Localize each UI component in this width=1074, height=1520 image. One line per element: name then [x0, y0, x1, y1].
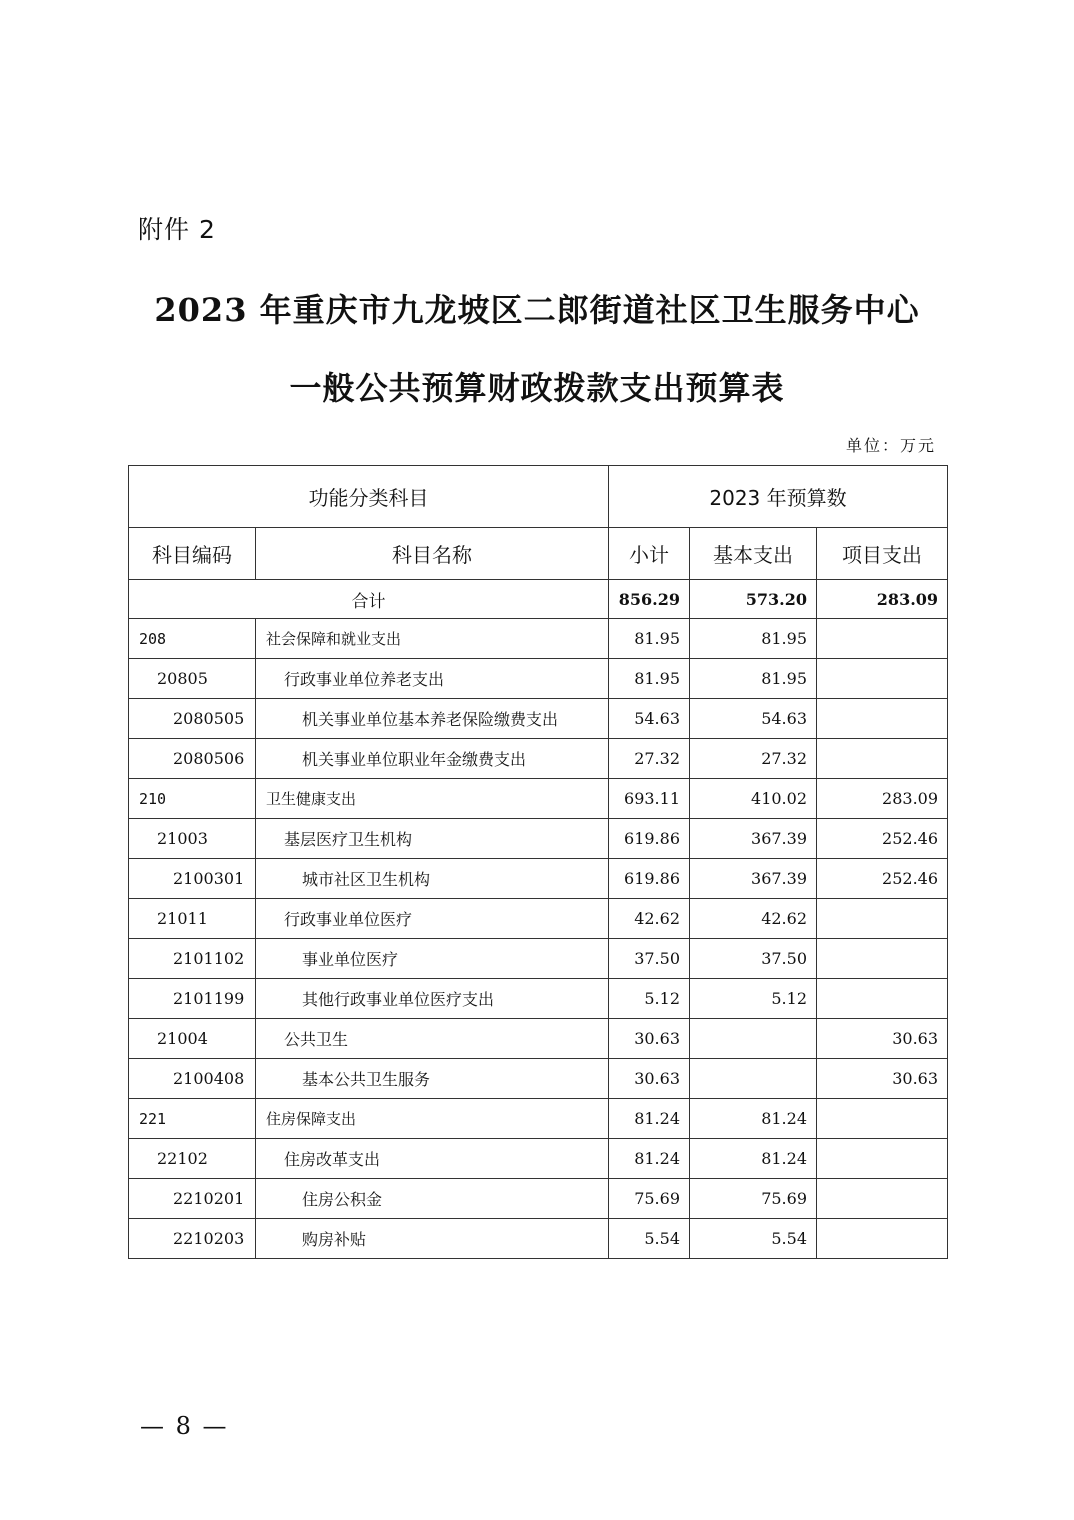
basic-cell: 410.02: [690, 779, 817, 819]
subtotal-cell: 5.12: [609, 979, 690, 1019]
name-cell: 购房补贴: [256, 1219, 609, 1259]
table-row: [129, 899, 948, 939]
subtotal-cell: 619.86: [609, 859, 690, 899]
code-cell: 208: [129, 619, 256, 659]
name-cell: 住房改革支出: [256, 1139, 609, 1179]
table-row: [129, 1139, 948, 1179]
basic-cell: 81.95: [690, 619, 817, 659]
header-project-expenditure: 项目支出: [817, 528, 948, 580]
header-group-row: [129, 466, 948, 528]
subtotal-cell: 81.95: [609, 619, 690, 659]
table-row: [129, 699, 948, 739]
total-subtotal: 856.29: [609, 580, 690, 619]
project-cell: 252.46: [817, 859, 948, 899]
header-basic-expenditure: 基本支出: [690, 528, 817, 580]
project-cell: [817, 1219, 948, 1259]
subtotal-cell: 75.69: [609, 1179, 690, 1219]
subtotal-cell: 619.86: [609, 819, 690, 859]
unit-label: 单位：万元: [845, 436, 936, 455]
code-cell: 2101102: [129, 939, 256, 979]
table-row: [129, 1019, 948, 1059]
code-cell: 2080505: [129, 699, 256, 739]
table-row: [129, 939, 948, 979]
document-title-line1: 2023 年重庆市九龙坡区二郎街道社区卫生服务中心: [154, 291, 920, 329]
basic-cell: 42.62: [690, 899, 817, 939]
project-cell: [817, 739, 948, 779]
total-basic: 573.20: [690, 580, 817, 619]
basic-cell: 5.54: [690, 1219, 817, 1259]
code-cell: 210: [129, 779, 256, 819]
subtotal-cell: 81.24: [609, 1139, 690, 1179]
code-cell: 2080506: [129, 739, 256, 779]
project-cell: [817, 659, 948, 699]
subtotal-cell: 30.63: [609, 1019, 690, 1059]
basic-cell: [690, 1059, 817, 1099]
table-row: [129, 659, 948, 699]
project-cell: [817, 1179, 948, 1219]
code-cell: 21011: [129, 899, 256, 939]
project-cell: 283.09: [817, 779, 948, 819]
code-cell: 2210201: [129, 1179, 256, 1219]
total-label: 合计: [129, 580, 609, 619]
project-cell: [817, 619, 948, 659]
name-cell: 行政事业单位养老支出: [256, 659, 609, 699]
project-cell: [817, 979, 948, 1019]
name-cell: 城市社区卫生机构: [256, 859, 609, 899]
name-cell: 事业单位医疗: [256, 939, 609, 979]
budget-table: [128, 465, 948, 1259]
code-cell: 21003: [129, 819, 256, 859]
code-cell: 2100408: [129, 1059, 256, 1099]
code-cell: 221: [129, 1099, 256, 1139]
basic-cell: 5.12: [690, 979, 817, 1019]
basic-cell: 75.69: [690, 1179, 817, 1219]
table-row: [129, 979, 948, 1019]
header-name: 科目名称: [256, 528, 609, 580]
name-cell: 卫生健康支出: [256, 779, 609, 819]
name-cell: 基本公共卫生服务: [256, 1059, 609, 1099]
subtotal-cell: 37.50: [609, 939, 690, 979]
basic-cell: 81.24: [690, 1099, 817, 1139]
code-cell: 2210203: [129, 1219, 256, 1259]
project-cell: [817, 699, 948, 739]
basic-cell: 81.24: [690, 1139, 817, 1179]
subtotal-cell: 54.63: [609, 699, 690, 739]
subtotal-cell: 693.11: [609, 779, 690, 819]
document-title-line2: 一般公共预算财政拨款支出预算表: [289, 369, 785, 407]
basic-cell: 54.63: [690, 699, 817, 739]
table-row: [129, 1059, 948, 1099]
table-row: [129, 1179, 948, 1219]
table-row: [129, 819, 948, 859]
basic-cell: [690, 1019, 817, 1059]
basic-cell: 81.95: [690, 659, 817, 699]
subtotal-cell: 30.63: [609, 1059, 690, 1099]
table-row: [129, 739, 948, 779]
header-subtotal: 小计: [609, 528, 690, 580]
name-cell: 住房保障支出: [256, 1099, 609, 1139]
basic-cell: 27.32: [690, 739, 817, 779]
header-column-row: [129, 528, 948, 580]
code-cell: 2101199: [129, 979, 256, 1019]
name-cell: 基层医疗卫生机构: [256, 819, 609, 859]
subtotal-cell: 81.24: [609, 1099, 690, 1139]
table-row: [129, 1219, 948, 1259]
subtotal-cell: 42.62: [609, 899, 690, 939]
name-cell: 住房公积金: [256, 1179, 609, 1219]
code-cell: 20805: [129, 659, 256, 699]
project-cell: 252.46: [817, 819, 948, 859]
code-cell: 22102: [129, 1139, 256, 1179]
table-row: [129, 1099, 948, 1139]
name-cell: 其他行政事业单位医疗支出: [256, 979, 609, 1019]
basic-cell: 367.39: [690, 819, 817, 859]
subtotal-cell: 81.95: [609, 659, 690, 699]
project-cell: [817, 899, 948, 939]
code-cell: 21004: [129, 1019, 256, 1059]
total-project: 283.09: [817, 580, 948, 619]
name-cell: 公共卫生: [256, 1019, 609, 1059]
basic-cell: 367.39: [690, 859, 817, 899]
name-cell: 机关事业单位职业年金缴费支出: [256, 739, 609, 779]
table-row: [129, 859, 948, 899]
name-cell: 机关事业单位基本养老保险缴费支出: [256, 699, 609, 739]
total-row: [129, 580, 948, 619]
project-cell: [817, 1099, 948, 1139]
name-cell: 社会保障和就业支出: [256, 619, 609, 659]
basic-cell: 37.50: [690, 939, 817, 979]
header-budget-year: 2023 年预算数: [609, 466, 948, 528]
subtotal-cell: 27.32: [609, 739, 690, 779]
subtotal-cell: 5.54: [609, 1219, 690, 1259]
name-cell: 行政事业单位医疗: [256, 899, 609, 939]
project-cell: [817, 939, 948, 979]
project-cell: 30.63: [817, 1019, 948, 1059]
code-cell: 2100301: [129, 859, 256, 899]
table-row: [129, 619, 948, 659]
project-cell: 30.63: [817, 1059, 948, 1099]
header-functional-classification: 功能分类科目: [129, 466, 609, 528]
project-cell: [817, 1139, 948, 1179]
attachment-label: 附件 2: [138, 215, 216, 244]
table-row: [129, 779, 948, 819]
header-code: 科目编码: [129, 528, 256, 580]
page-number: — 8 —: [140, 1412, 229, 1440]
